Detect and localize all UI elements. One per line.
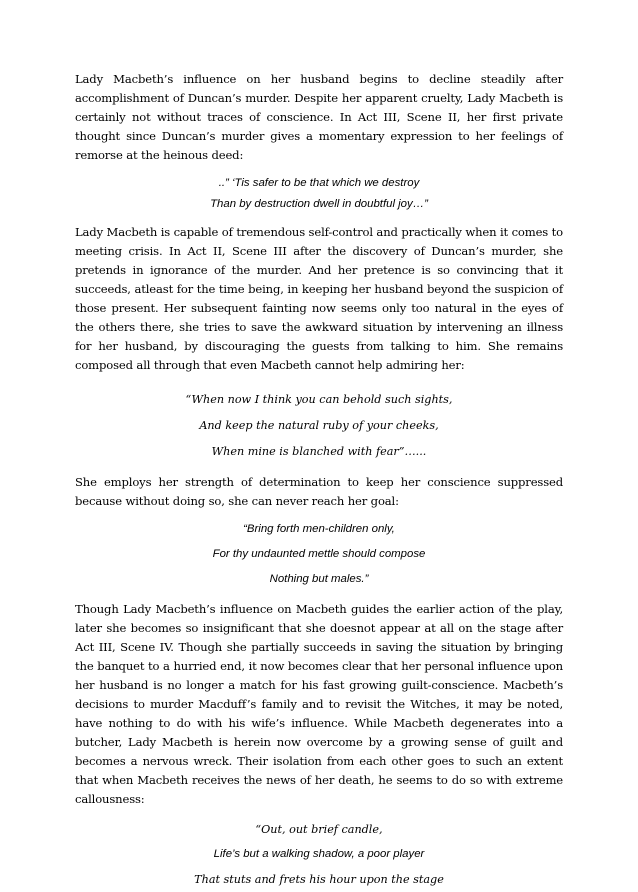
paragraph-1: Lady Macbeth’s influence on her husband begins to decline steadily after accomplishment of Duncan’s murder. Despite her apparent cruelty, Lady Macbeth is certainly not without traces of conscience. In Act III, Scene II, her first private thought since Duncan’s murder gives a momentary expression to her feelings of remorse at the heinous deed: [75, 72, 563, 162]
paragraph-4: Though Lady Macbeth’s influence on Macbeth guides the earlier action of the play, later she becomes so insignificant that she doesnot appear at all on the stage after Act III, Scene IV. Though she partially succeeds in saving the situation by bringing the banquet to a hurried end, it now becomes clear that her personal influence upon her husband is no longer a match for his fast growing guilt-conscience. Macbeth’s decisions to murder Macduff’s family and to revisit the Witches, it may be noted, have nothing to do with his wife’s influence. While Macbeth degenerates into a butcher, Lady Macbeth is herein now overcome by a growing sense of guilt and becomes a nervous wreck. Their isolation from each other goes to such an extent that when Macbeth receives the news of her death, he seems to do so with extreme callousness: [75, 602, 563, 806]
quote-3-line-3: Nothing but males.” [269, 573, 369, 585]
quote-4-line-2: Life’s but a walking shadow, a poor player [213, 848, 425, 860]
document-body [75, 70, 563, 892]
quote-4-line-3: That stuts and frets his hour upon the stage [194, 873, 444, 886]
quote-2-line-1: “When now I think you can behold such sights, [185, 393, 453, 406]
quote-2-line-3: When mine is blanched with fear”…... [211, 445, 427, 458]
paragraph-2: Lady Macbeth is capable of tremendous self-control and practically when it comes to meeting crisis. In Act II, Scene III after the discovery of Duncan’s murder, she pretends in ignorance of the murder. And her pretence is so convincing that it succeeds, atleast for the time being, in keeping her husband beyond the suspicion of those present. Her subsequent fainting now seems only too natural in the eyes of the others there, she tries to save the awkward situation by intervening an illness for her husband, by discouraging the guests from talking to him. She remains composed all through that even Macbeth cannot help admiring her: [75, 225, 563, 372]
paragraph-3: She employs her strength of determination to keep her conscience suppressed because without doing so, she can never reach her goal: [75, 475, 563, 508]
quote-4-line-1: “Out, out brief candle, [255, 823, 383, 836]
quote-2-line-2: And keep the natural ruby of your cheeks, [199, 419, 439, 432]
quote-1-line-2: Than by destruction dwell in doubtful joy…” [210, 198, 428, 210]
quote-3-line-1: “Bring forth men-children only, [243, 523, 395, 535]
quote-1-line-1: ..” ‘Tis safer to be that which we destroy [218, 177, 420, 189]
quote-3-line-2: For thy undaunted mettle should compose [212, 548, 426, 560]
